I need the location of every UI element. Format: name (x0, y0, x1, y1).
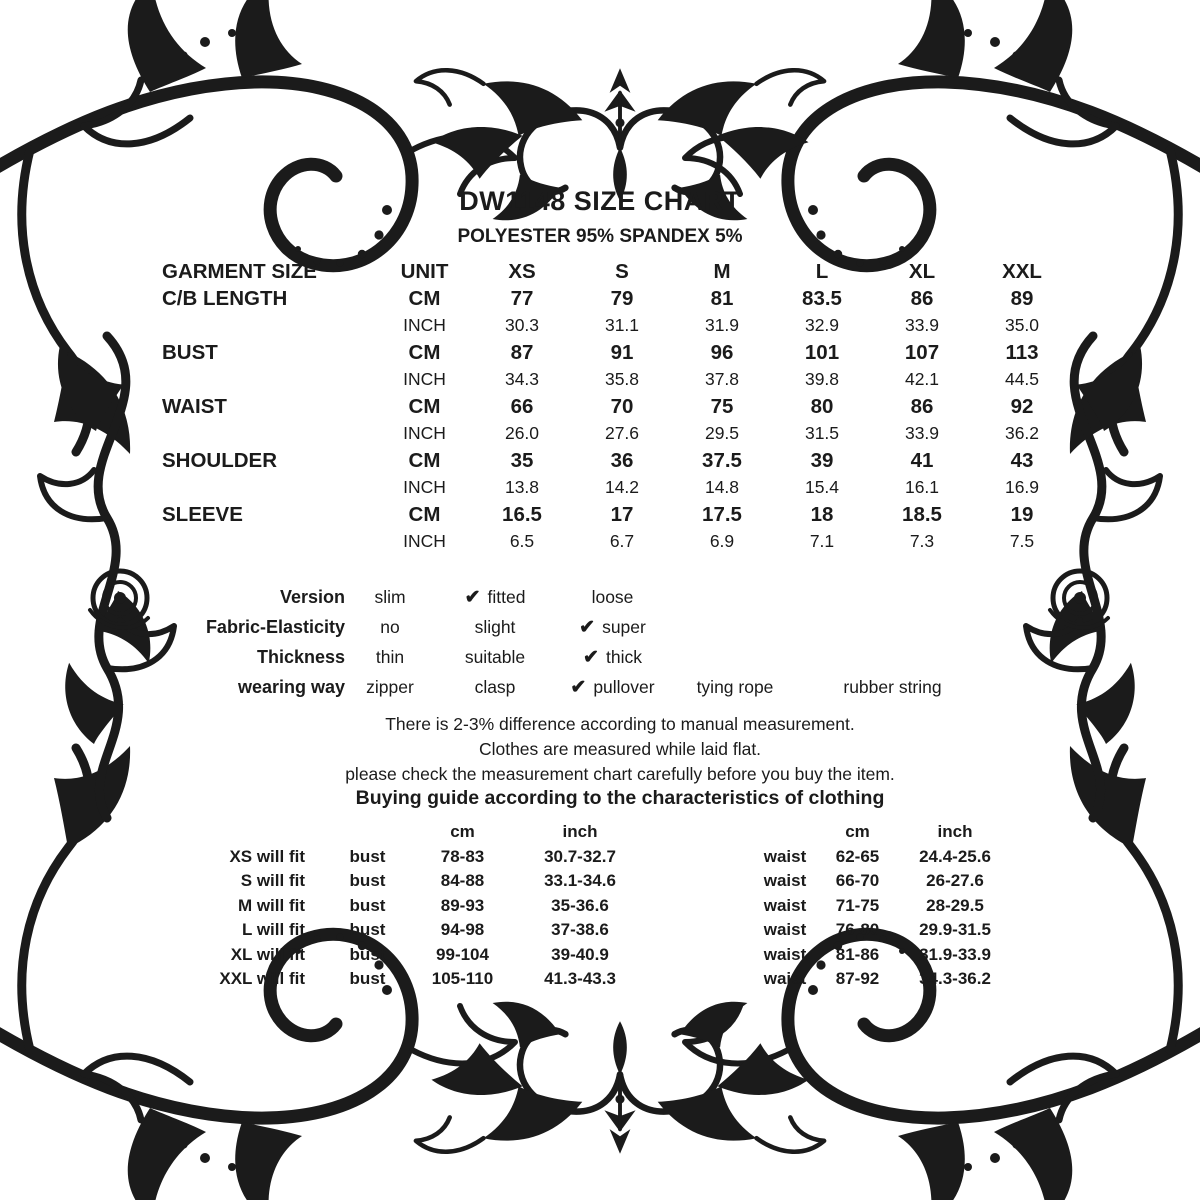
size-table-header-xs: XS (508, 260, 536, 283)
guide-size-label: XXL will fit (219, 969, 305, 988)
guide-waist-inch: 28-29.5 (926, 895, 984, 915)
inch-value: 33.9 (904, 423, 940, 443)
attribute-label: Thickness (256, 646, 345, 667)
guide-waist-label: waist (763, 895, 807, 915)
cm-value: 18 (810, 503, 834, 526)
measure-label: SLEEVE (162, 503, 243, 526)
note-line: There is 2-3% difference according to manual measurement. (385, 714, 855, 734)
cm-value: 18.5 (902, 503, 942, 526)
guide-waist-cm: 81-86 (835, 944, 880, 964)
guide-bust-label: bust (349, 846, 386, 866)
cm-value: 19 (1010, 503, 1034, 526)
cm-value: 87 (510, 341, 534, 364)
guide-size-label: S will fit (240, 871, 305, 890)
attribute-option-text: clasp (474, 676, 516, 697)
inch-value: 35.0 (1004, 315, 1040, 335)
guide-col-header: cm (845, 822, 870, 841)
cm-value: 86 (910, 287, 934, 310)
guide-size-label: L will fit (242, 920, 305, 939)
cm-value: 86 (910, 395, 934, 418)
attribute-option (345, 587, 435, 608)
attribute-option (435, 586, 555, 609)
attribute-option (555, 616, 670, 639)
guide-waist-cm: 62-65 (835, 846, 880, 866)
row-spacer (162, 366, 377, 393)
inch-value: 30.3 (504, 315, 540, 335)
unit-inch-label: INCH (403, 531, 446, 551)
guide-size-label: XS will fit (229, 846, 305, 866)
check-icon: ✔ (583, 646, 599, 668)
size-table-header-l: L (815, 260, 829, 283)
note-line: please check the measurement chart carefully before you buy the item. (345, 764, 895, 784)
inch-value: 15.4 (804, 477, 840, 497)
inch-value: 13.8 (504, 477, 540, 497)
inch-value: 44.5 (1004, 369, 1040, 389)
inch-value: 7.1 (809, 531, 835, 551)
guide-waist-label: waist (763, 846, 807, 866)
guide-waist-inch: 26-27.6 (926, 871, 984, 890)
unit-cm-label: CM (408, 287, 441, 310)
guide-bust-inch: 30.7-32.7 (544, 846, 616, 866)
size-table (162, 258, 1072, 555)
inch-value: 14.8 (704, 477, 740, 497)
attribute-option-text: thick (605, 646, 642, 667)
attribute-option (670, 677, 800, 698)
attribute-row (162, 612, 985, 642)
inch-value: 31.1 (604, 315, 640, 335)
guide-col-header: inch (562, 822, 598, 841)
check-icon: ✔ (579, 616, 596, 638)
guide-waist-inch: 34.3-36.2 (919, 969, 991, 988)
cm-value: 101 (804, 341, 840, 364)
guide-col-spacer (655, 820, 755, 845)
inch-value: 39.8 (804, 369, 840, 389)
cm-value: 77 (510, 287, 534, 310)
check-icon: ✔ (464, 586, 481, 608)
attribute-option-text: no (380, 616, 400, 637)
guide-waist-label: waist (763, 871, 807, 890)
note-line: Clothes are measured while laid flat. (478, 739, 762, 759)
cm-value: 70 (610, 395, 634, 418)
fabric-composition: POLYESTER 95% SPANDEX 5% (457, 226, 743, 247)
cm-value: 79 (610, 287, 634, 310)
cm-value: 36 (610, 449, 634, 472)
guide-bust-cm: 78-83 (440, 846, 485, 866)
guide-col-header: cm (450, 822, 475, 841)
inch-value: 37.8 (704, 369, 740, 389)
measure-label: WAIST (162, 395, 227, 418)
cm-value: 91 (610, 341, 634, 364)
cm-value: 83.5 (802, 287, 842, 310)
guide-waist-label: waist (763, 920, 807, 939)
attribute-option-text: rubber string (843, 676, 942, 697)
guide-bust-label: bust (349, 969, 386, 988)
attribute-option-text: fitted (487, 586, 526, 607)
attribute-option (555, 587, 670, 608)
unit-inch-label: INCH (403, 369, 446, 389)
guide-waist-cm: 66-70 (835, 871, 880, 890)
unit-inch-label: INCH (403, 315, 446, 335)
inch-value: 16.9 (1004, 477, 1040, 497)
cm-value: 17 (610, 503, 634, 526)
inch-value: 32.9 (804, 315, 840, 335)
size-table-header-xxl: XXL (1002, 260, 1042, 283)
cm-value: 39 (810, 449, 834, 472)
attribute-option-text: slim (374, 586, 406, 607)
cm-value: 41 (910, 449, 934, 472)
guide-size-label: XL will fit (230, 944, 305, 964)
guide-bust-label: bust (349, 895, 386, 915)
check-icon: ✔ (570, 676, 587, 698)
cm-value: 37.5 (702, 449, 742, 472)
guide-bust-cm: 84-88 (440, 871, 485, 890)
attribute-option-text: zipper (366, 676, 414, 697)
cm-value: 16.5 (502, 503, 542, 526)
guide-bust-cm: 105-110 (431, 969, 494, 988)
guide-gap (655, 845, 755, 870)
guide-size-label: M will fit (237, 895, 305, 915)
guide-col-header: inch (937, 822, 973, 841)
attribute-option (345, 677, 435, 698)
guide-gap (655, 967, 755, 992)
guide-bust-cm: 94-98 (440, 920, 485, 939)
buying-guide-table (150, 820, 1010, 992)
attribute-option (345, 617, 435, 638)
guide-gap (655, 943, 755, 968)
cm-value: 89 (1010, 287, 1034, 310)
guide-bust-label: bust (349, 944, 386, 964)
attribute-option-text: pullover (593, 676, 655, 697)
unit-cm-label: CM (408, 395, 441, 418)
guide-bust-cm: 89-93 (440, 895, 485, 915)
inch-value: 16.1 (904, 477, 940, 497)
measurement-notes (0, 712, 1200, 787)
row-spacer (162, 528, 377, 555)
guide-col-spacer (755, 820, 815, 845)
attribute-label: Fabric-Elasticity (205, 616, 345, 637)
measure-label: C/B LENGTH (162, 287, 288, 310)
attribute-option-text: loose (591, 586, 634, 607)
row-spacer (162, 312, 377, 339)
guide-col-spacer (315, 820, 420, 845)
guide-bust-label: bust (349, 920, 386, 939)
cm-value: 92 (1010, 395, 1034, 418)
guide-bust-inch: 41.3-43.3 (544, 969, 616, 988)
measure-label: SHOULDER (162, 449, 278, 472)
attribute-row (162, 642, 985, 672)
inch-value: 36.2 (1004, 423, 1040, 443)
size-table-header-unit: UNIT (400, 260, 449, 283)
inch-value: 26.0 (504, 423, 540, 443)
unit-inch-label: INCH (403, 423, 446, 443)
guide-gap (655, 918, 755, 943)
inch-value: 34.3 (504, 369, 540, 389)
attribute-option (800, 677, 985, 698)
size-table-header-s: S (615, 260, 629, 283)
guide-gap (655, 869, 755, 894)
guide-bust-cm: 99-104 (436, 944, 489, 964)
guide-waist-inch: 31.9-33.9 (919, 944, 991, 964)
cm-value: 66 (510, 395, 534, 418)
guide-bust-inch: 33.1-34.6 (544, 871, 616, 890)
guide-bust-inch: 37-38.6 (551, 920, 609, 939)
guide-waist-cm: 87-92 (835, 969, 880, 988)
unit-inch-label: INCH (403, 477, 446, 497)
row-spacer (162, 420, 377, 447)
inch-value: 35.8 (604, 369, 640, 389)
buying-guide-heading: Buying guide according to the characteristics of clothing (355, 787, 885, 809)
attribute-option-text: tying rope (696, 676, 774, 697)
inch-value: 6.9 (709, 531, 735, 551)
inch-value: 6.5 (509, 531, 535, 551)
inch-value: 31.9 (704, 315, 740, 335)
attribute-label: wearing way (237, 676, 345, 697)
attribute-option (435, 647, 555, 668)
inch-value: 42.1 (904, 369, 940, 389)
attribute-option-text: thin (375, 646, 405, 667)
attribute-option (345, 647, 435, 668)
inch-value: 29.5 (704, 423, 740, 443)
inch-value: 6.7 (609, 531, 635, 551)
guide-waist-label: waist (763, 944, 807, 964)
attribute-option-text: slight (474, 616, 516, 637)
guide-waist-cm: 71-75 (835, 895, 880, 915)
unit-cm-label: CM (408, 503, 441, 526)
unit-cm-label: CM (408, 341, 441, 364)
guide-bust-inch: 35-36.6 (551, 895, 609, 915)
inch-value: 33.9 (904, 315, 940, 335)
attribute-option (555, 676, 670, 699)
row-spacer (162, 474, 377, 501)
attribute-option-text: super (602, 616, 646, 637)
size-table-header-garment-size: GARMENT SIZE (162, 260, 317, 283)
page-title: DW1148 SIZE CHART (459, 186, 741, 216)
attribute-option (435, 617, 555, 638)
cm-value: 80 (810, 395, 834, 418)
guide-bust-label: bust (349, 871, 386, 890)
cm-value: 107 (904, 341, 940, 364)
cm-value: 43 (1010, 449, 1034, 472)
size-table-header-xl: XL (908, 260, 936, 283)
guide-bust-inch: 39-40.9 (551, 944, 609, 964)
attribute-option-text: suitable (464, 646, 526, 667)
attribute-option (435, 677, 555, 698)
cm-value: 75 (710, 395, 734, 418)
guide-col-spacer (150, 820, 315, 845)
cm-value: 35 (510, 449, 534, 472)
guide-gap (655, 894, 755, 919)
attribute-list (162, 582, 985, 702)
inch-value: 14.2 (604, 477, 640, 497)
guide-waist-inch: 29.9-31.5 (919, 920, 991, 939)
inch-value: 7.5 (1009, 531, 1035, 551)
measure-label: BUST (162, 341, 218, 364)
unit-cm-label: CM (408, 449, 441, 472)
cm-value: 81 (710, 287, 734, 310)
size-table-header-m: M (713, 260, 731, 283)
cm-value: 113 (1005, 341, 1039, 364)
attribute-row (162, 672, 985, 702)
guide-waist-cm: 76-80 (835, 920, 880, 939)
cm-value: 17.5 (702, 503, 742, 526)
guide-waist-inch: 24.4-25.6 (919, 846, 991, 866)
attribute-label: Version (279, 586, 345, 607)
attribute-row (162, 582, 985, 612)
inch-value: 27.6 (604, 423, 640, 443)
cm-value: 96 (710, 341, 734, 364)
inch-value: 7.3 (909, 531, 935, 551)
guide-waist-label: waist (763, 969, 807, 988)
inch-value: 31.5 (804, 423, 840, 443)
attribute-option (555, 646, 670, 669)
